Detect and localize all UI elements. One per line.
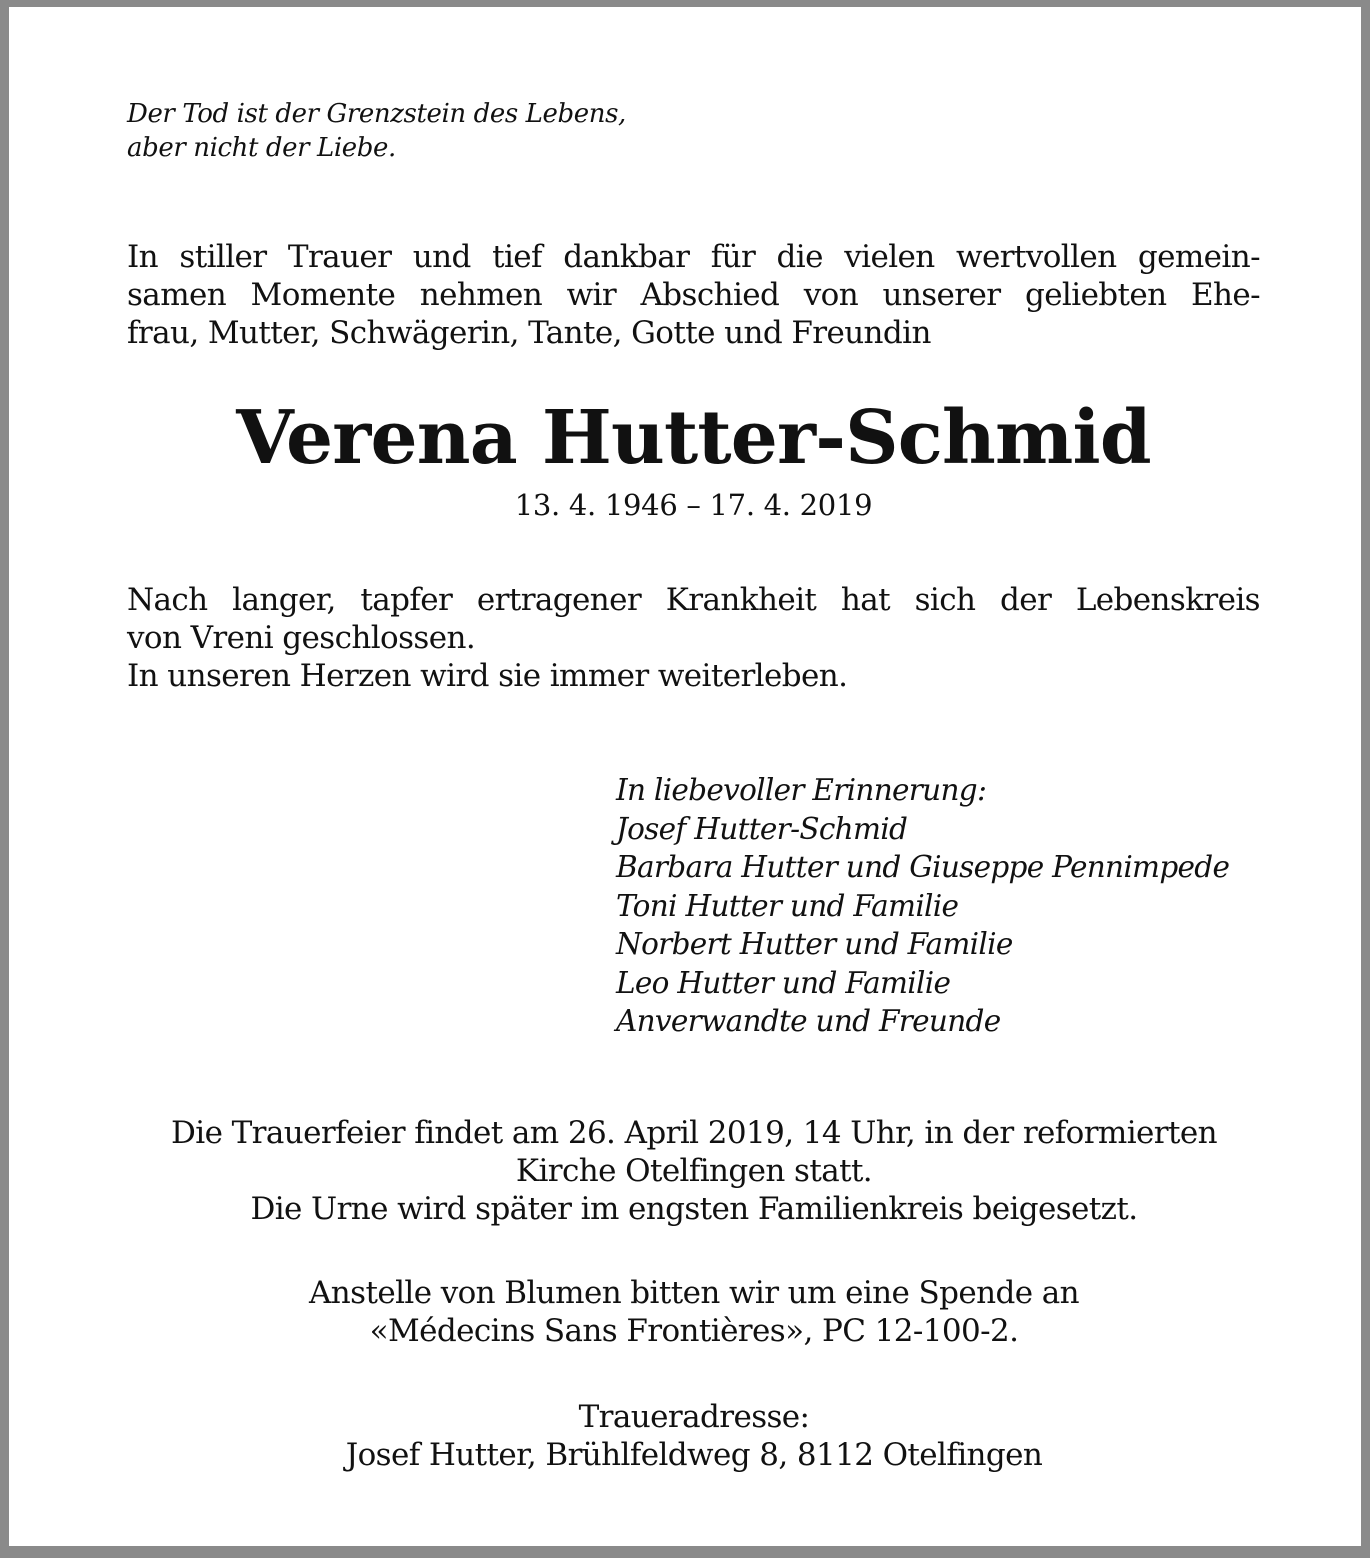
service-line-1: Die Trauerfeier findet am 26. April 2019, 14 Uhr, in der reformierten [171,1115,1217,1151]
donation-line-2: «Médecins Sans Frontières», PC 12-100-2. [369,1313,1019,1349]
mourner-name: Norbert Hutter und Familie [616,927,1013,961]
service-line-2: Kirche Otelfingen statt. [515,1153,873,1189]
mourning-address [119,1398,1269,1474]
address-value: Josef Hutter, Brühlfeldweg 8, 8112 Otelfingen [345,1437,1043,1473]
intro-line-3: frau, Mutter, Schwägerin, Tante, Gotte und Freundin [127,315,931,351]
body-line-2: von Vreni geschlossen. [127,620,476,656]
mourner-name: Leo Hutter und Familie [616,965,951,1000]
service-line-3: Die Urne wird später im engsten Familienkreis beigesetzt. [250,1191,1138,1227]
intro-paragraph [127,238,1260,352]
mourner-name: Barbara Hutter und Giuseppe Pennimpede [616,850,1230,884]
mourners-list [616,771,1266,1041]
donation-line-1: Anstelle von Blumen bitten wir um eine Spende an [309,1275,1079,1311]
motto-line-1: Der Tod ist der Grenzstein des Lebens, [127,99,626,129]
donation-request [119,1274,1269,1350]
intro-line-2: samen Momente nehmen wir Abschied von unserer geliebten Ehe- [127,277,1260,313]
deceased-name: Verena Hutter-Schmid [236,395,1151,481]
mourner-name: Anverwandte und Freunde [616,1004,1001,1038]
body-paragraph [127,581,1260,695]
motto-quote [127,97,827,165]
memory-heading: In liebevoller Erinnerung: [616,773,987,807]
intro-line-1: In stiller Trauer und tief dankbar für die vielen wertvollen gemein- [127,239,1260,275]
address-label: Traueradresse: [578,1399,810,1435]
motto-line-2: aber nicht der Liebe. [127,133,396,163]
mourner-name: Toni Hutter und Familie [616,888,959,923]
mourner-name: Josef Hutter-Schmid [616,811,908,846]
body-line-1: Nach langer, tapfer ertragener Krankheit hat sich der Lebenskreis [127,582,1260,618]
body-line-3: In unseren Herzen wird sie immer weiterleben. [127,658,848,694]
funeral-service-info [119,1114,1269,1228]
life-dates: 13. 4. 1946 – 17. 4. 2019 [514,488,873,522]
